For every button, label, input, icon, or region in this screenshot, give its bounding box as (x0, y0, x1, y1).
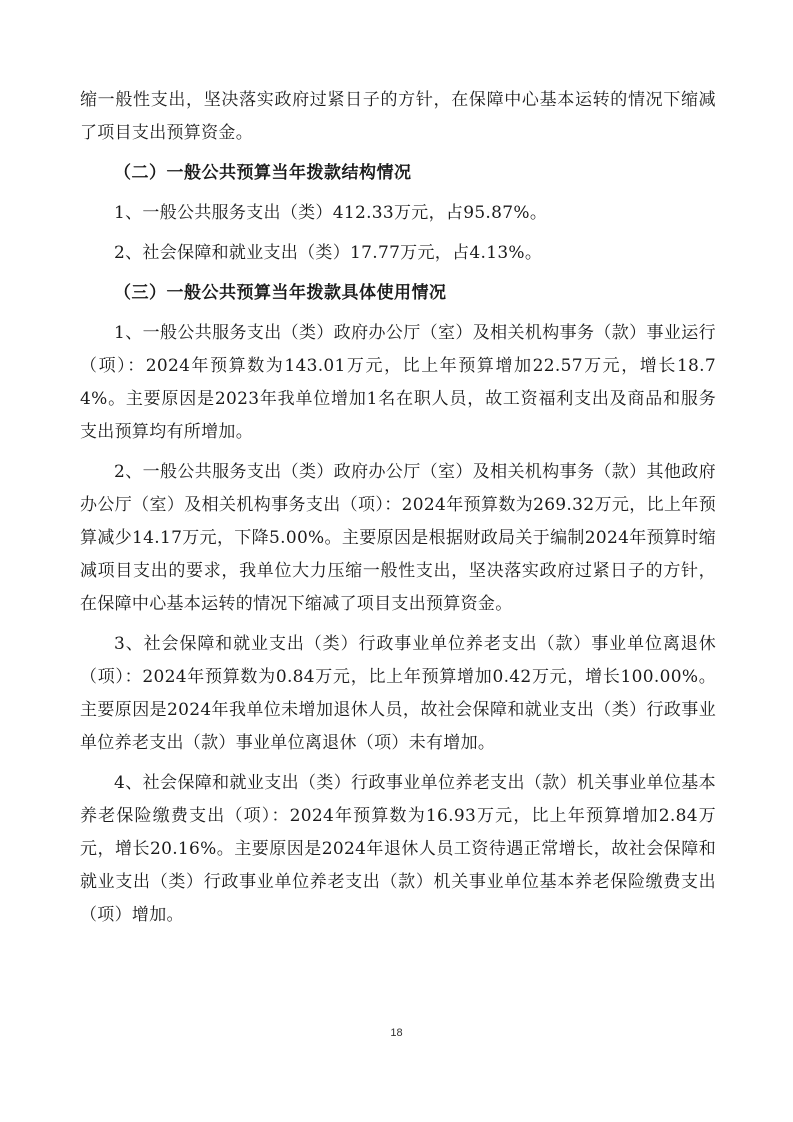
section-heading-3: （三）一般公共预算当年拨款具体使用情况 (114, 283, 447, 303)
paragraph-usage-3: 3、社会保障和就业支出（类）行政事业单位养老支出（款）事业单位离退休（项）：2024年预算数为0.84万元，比上年预算增加0.42万元，增长100.00%。主要原因是2024年我单位未增加退休人员，故社会保障和就业支出（类）行政事业单位养老支出（款）事业单位离退休（项）未有增加。 (80, 634, 716, 753)
paragraph-usage-4: 4、社会保障和就业支出（类）行政事业单位养老支出（款）机关事业单位基本养老保险缴费支出（项）：2024年预算数为16.93万元，比上年预算增加2.84万元，增长20.16%。主要原因是2024年退休人员工资待遇正常增长，故社会保障和就业支出（类）行政事业单位养老支出（款）机关事业单位基本养老保险缴费支出（项）增加。 (80, 773, 716, 925)
page-number: 18 (390, 1027, 403, 1039)
paragraph-item-2: 2、社会保障和就业支出（类）17.77万元，占4.13%。 (114, 243, 543, 263)
paragraph-usage-1: 1、一般公共服务支出（类）政府办公厅（室）及相关机构事务（款）事业运行（项）：2024年预算数为143.01万元，比上年预算增加22.57万元，增长18.74%。主要原因是2023年我单位增加1名在职人员，故工资福利支出及商品和服务支出预算均有所增加。 (80, 323, 716, 442)
paragraph-continuation: 缩一般性支出，坚决落实政府过紧日子的方针，在保障中心基本运转的情况下缩减了项目支出预算资金。 (80, 90, 716, 143)
document-body (80, 84, 716, 932)
section-heading-2: （二）一般公共预算当年拨款结构情况 (114, 163, 412, 183)
paragraph-usage-2: 2、一般公共服务支出（类）政府办公厅（室）及相关机构事务（款）其他政府办公厅（室）及相关机构事务支出（项）：2024年预算数为269.32万元，比上年预算减少14.17万元，下降5.00%。主要原因是根据财政局关于编制2024年预算时缩减项目支出的要求，我单位大力压缩一般性支出，坚决落实政府过紧日子的方针，在保障中心基本运转的情况下缩减了项目支出预算资金。 (80, 462, 716, 614)
paragraph-item-1: 1、一般公共服务支出（类）412.33万元，占95.87%。 (114, 203, 548, 223)
